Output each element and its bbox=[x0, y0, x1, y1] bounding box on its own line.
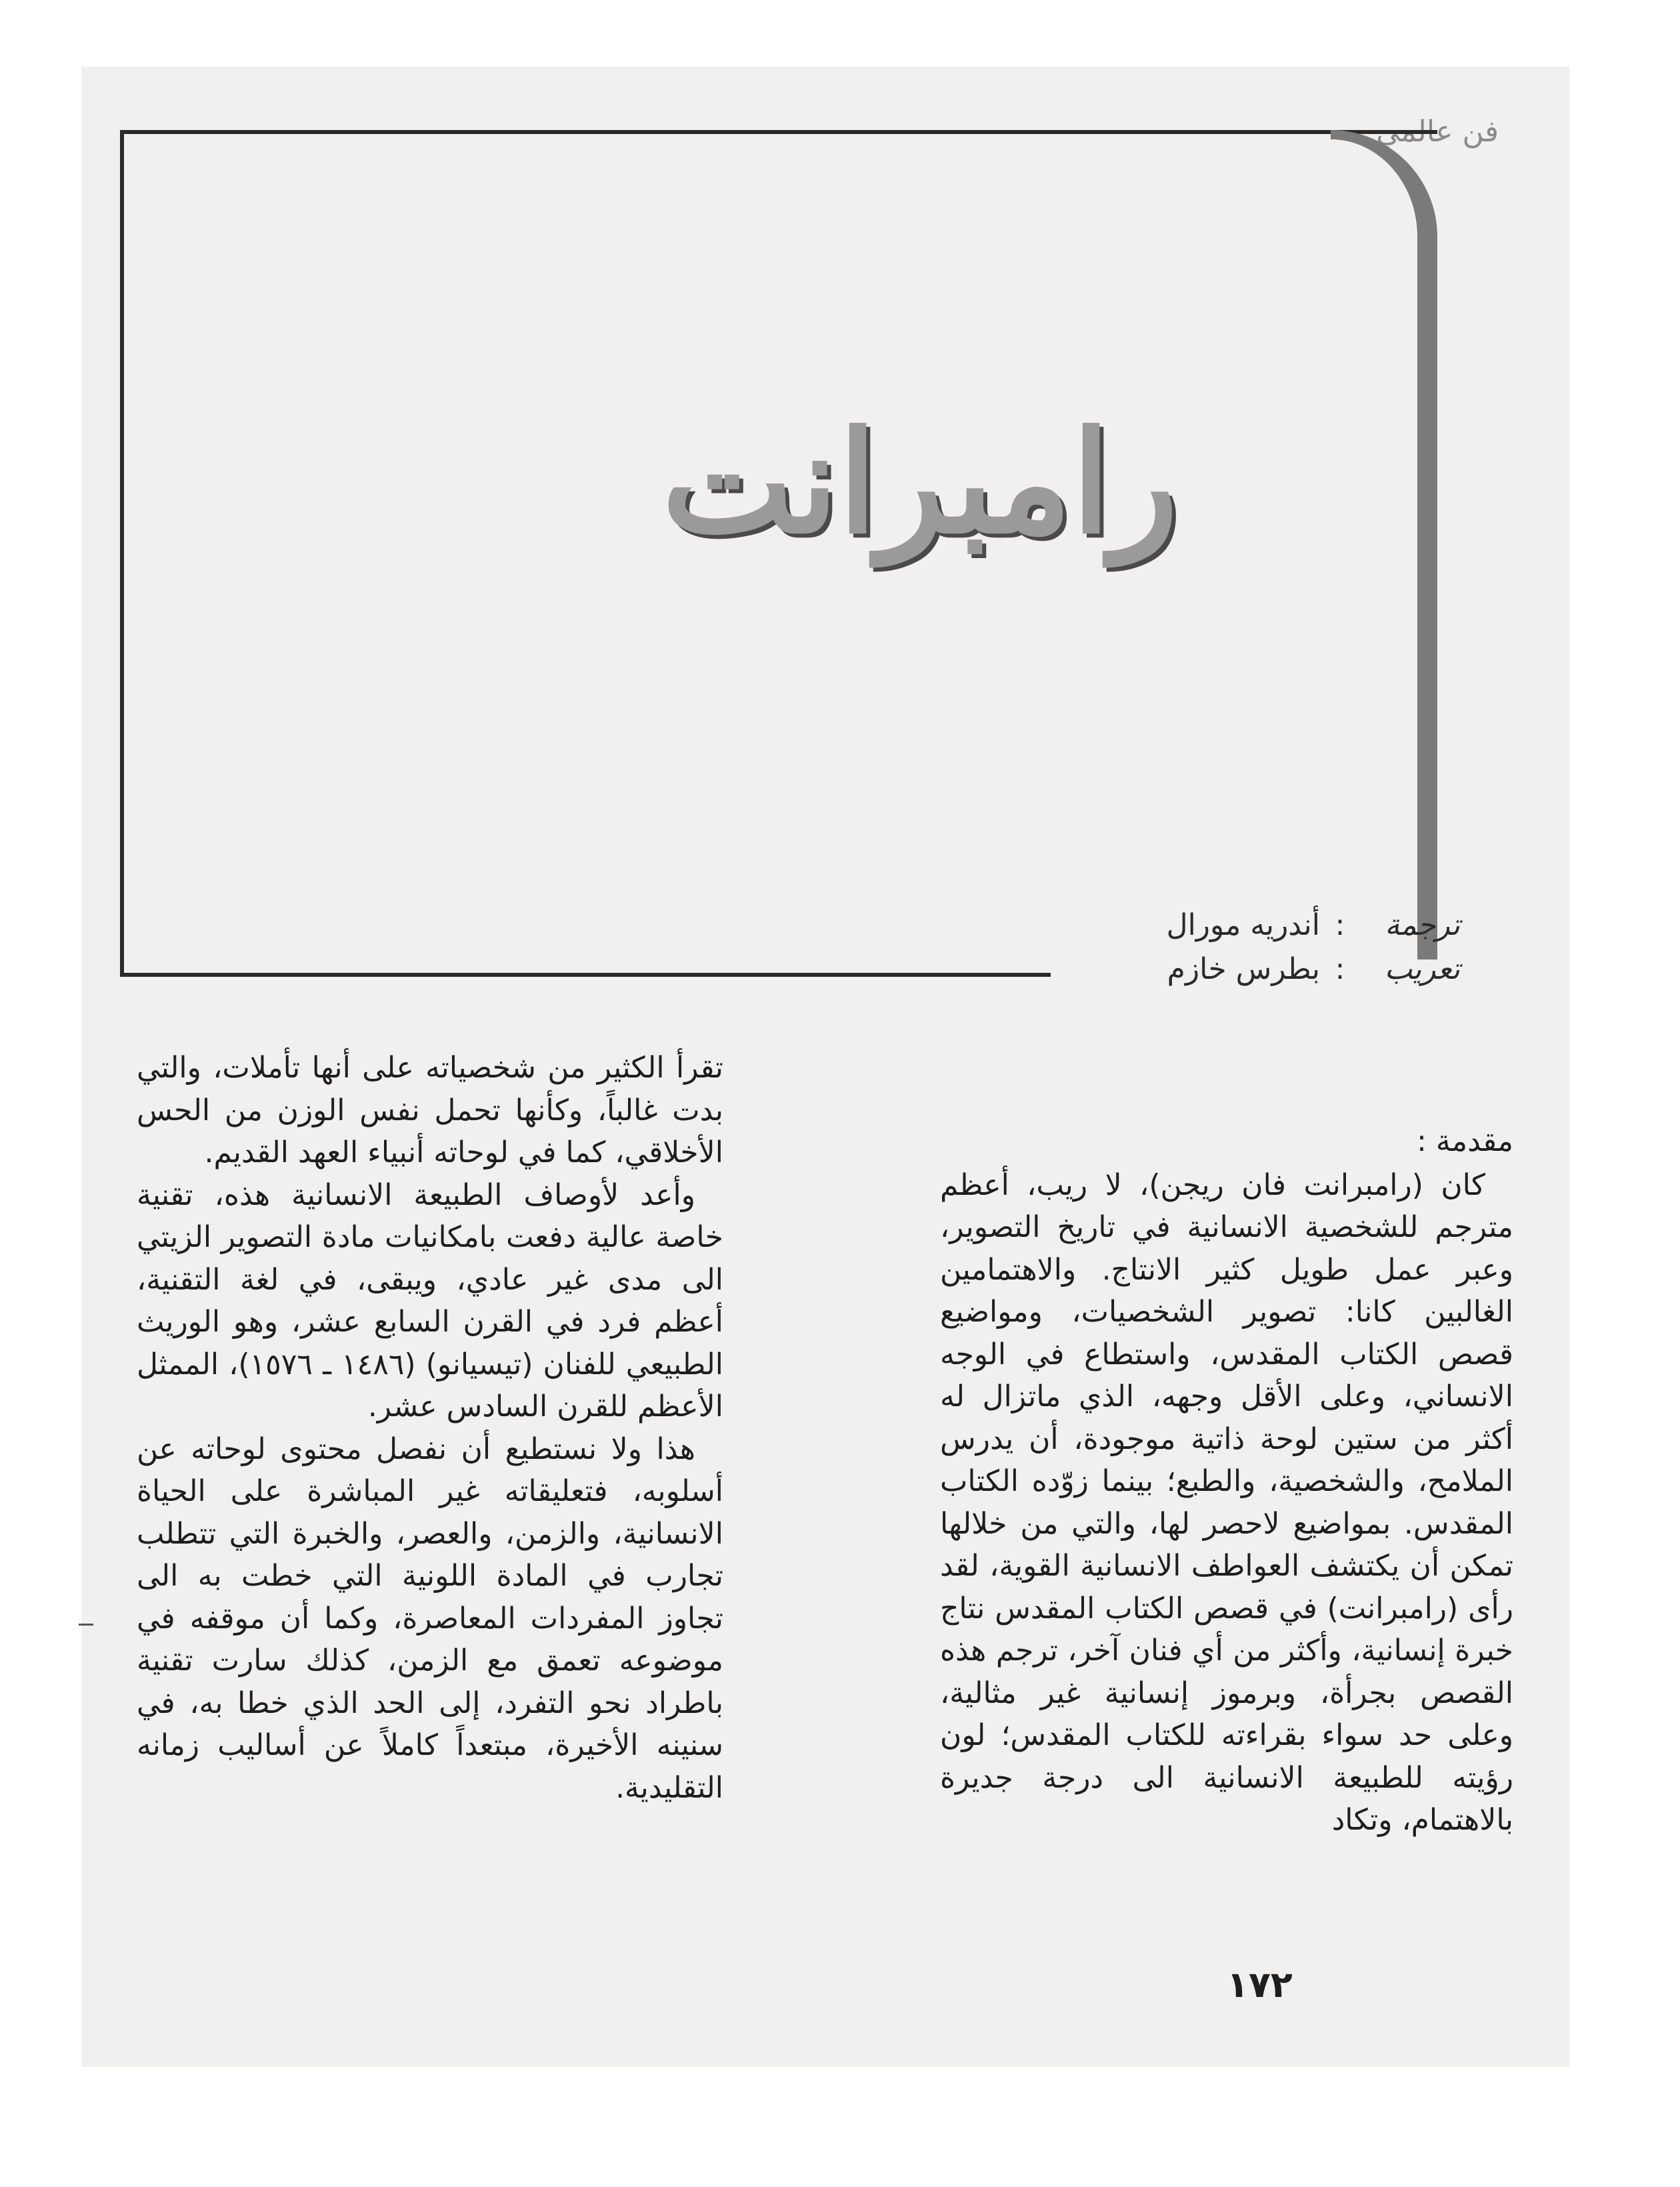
credit-arabizer bbox=[1167, 947, 1460, 991]
section-label: فن عالمي bbox=[1376, 115, 1499, 149]
credits bbox=[1167, 903, 1460, 991]
credit-separator: : bbox=[1335, 952, 1345, 986]
credit-name: بطرس خازم bbox=[1167, 952, 1320, 986]
paragraph: وأعد لأوصاف الطبيعة الانسانية هذه، تقنية خاصة عالية دفعت بامكانيات مادة التصوير الزيتي الى مدى غير عادي، ويبقى، في لغة التقنية، أعظم فرد في القرن السابع عشر، وهو الوريث الطبيعي للفنان (تيسيانو) (١٤٨٦ ـ ١٥٧٦)، الممثل الأعظم للقرن السادس عشر. bbox=[137, 1178, 723, 1424]
frame-curve bbox=[1331, 130, 1437, 973]
credit-name: أندريه مورال bbox=[1166, 908, 1320, 942]
page-number: ١٧٢ bbox=[1227, 1964, 1293, 2006]
paragraph: كان (رامبرانت فان ريجن)، لا ريب، أعظم مترجم للشخصية الانسانية في تاريخ التصوير، وعبر عمل طويل كثير الانتاج. والاهتمامين الغالبين كانا: تصوير الشخصيات، ومواضيع قصص الكتاب المقدس، واستطاع في الوجه الانساني، وعلى الأقل وجهه، الذي ماتزال له أكثر من ستين لوحة ذاتية موجودة، أن يدرس الملامح، والشخصية، والطبع؛ بينما زوّده الكتاب المقدس. بمواضيع لاحصر لها، والتي من خلالها تمكن أن يكتشف العواطف الانسانية القوية، لقد رأى (رامبرانت) في قصص الكتاب المقدس نتاج خبرة إنسانية، وأكثر من أي فنان آخر، ترجم هذه القصص بجرأة، وبرموز إنسانية غير مثالية، وعلى حد سواء بقراءته للكتاب المقدس؛ لون رؤيته للطبيعة الانسانية الى درجة جديرة بالاهتمام، وتكاد bbox=[940, 1168, 1513, 1837]
left-column bbox=[137, 1047, 723, 1809]
margin-mark bbox=[79, 1624, 93, 1626]
paragraph: هذا ولا نستطيع أن نفصل محتوى لوحاته عن أسلوبه، فتعليقاته غير المباشرة على الحياة الانسانية، والزمن، والعصر، والخبرة التي تتطلب تجارب في المادة اللونية التي خطت به الى تجاوز المفردات المعاصرة، وكما أن موقفه في موضوعه تعمق مع الزمن، كذلك سارت تقنية باطراد نحو التفرد، إلى الحد الذي خطا به، في سنينه الأخيرة، مبتعداً كاملاً عن أساليب زمانه التقليدية. bbox=[137, 1432, 723, 1805]
paragraph: تقرأ الكثير من شخصياته على أنها تأملات، والتي بدت غالباً، وكأنها تحمل نفس الوزن من الحس الأخلاقي، كما في لوحاته أنبياء العهد القديم. bbox=[137, 1051, 723, 1170]
article-title: رامبرانت bbox=[661, 400, 1179, 565]
section-heading: مقدمة : bbox=[1417, 1124, 1513, 1158]
credit-role: تعريب bbox=[1384, 952, 1460, 986]
credit-separator: : bbox=[1335, 908, 1345, 942]
right-column bbox=[940, 1120, 1513, 1842]
credit-translator bbox=[1167, 903, 1460, 947]
credit-role: ترجمة bbox=[1385, 908, 1460, 942]
